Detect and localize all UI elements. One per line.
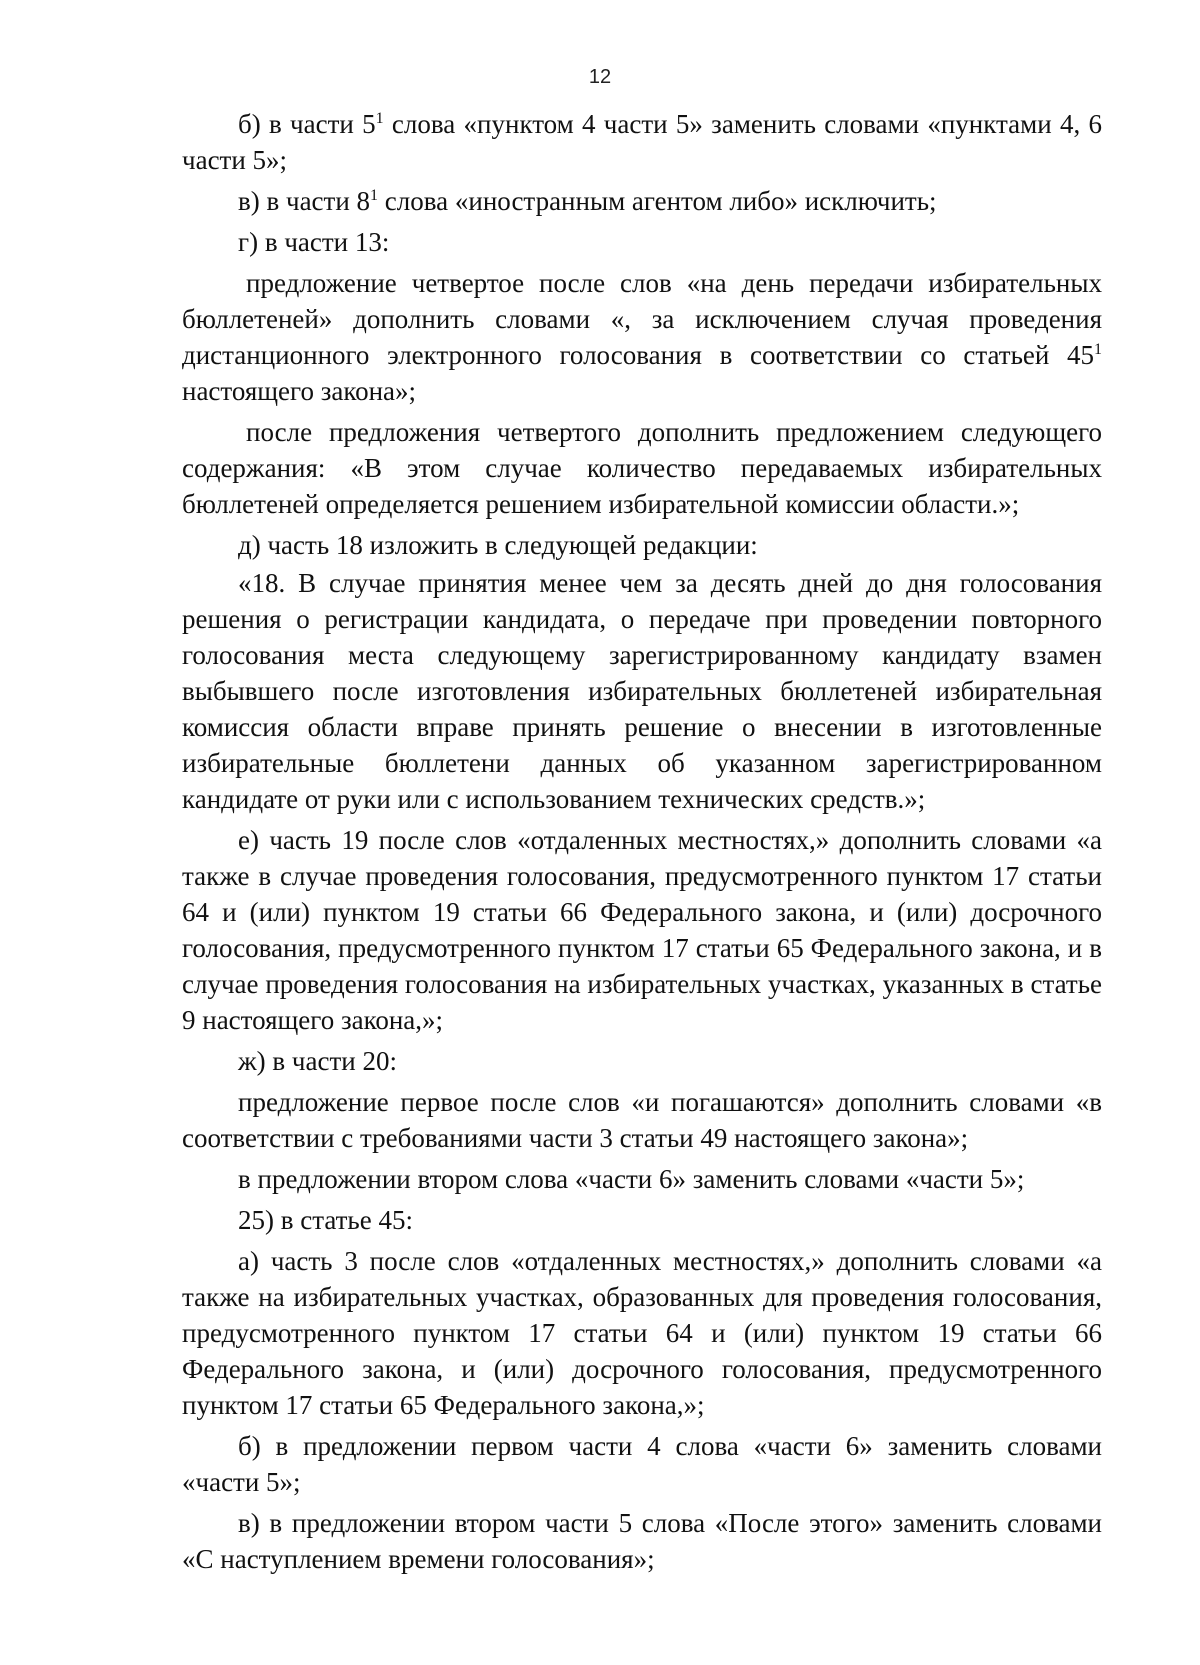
- amendment-sentence-two: в предложении втором слова «части 6» заменить словами «части 5»;: [238, 1164, 1025, 1194]
- amendment-item-zh-part-20: ж) в части 20:: [238, 1046, 397, 1076]
- amendment-sentence-four: предложение четвертое после слов «на день передачи избирательных бюллетеней» дополнить словами «, за исключением случая проведения дистанционного электронного голосования в соответствии со статьей $45^1$ настоящего закона»;: [182, 268, 1102, 406]
- amendment-after-sentence-four: после предложения четвертого дополнить предложением следующего содержания: «В этом случае количество передаваемых избирательных бюллетеней определяется решением избирательной комиссии области.»;: [182, 417, 1102, 519]
- amendment-item-v-part-8-1: в) в части $8^1$ слова «иностранным агентом либо» исключить;: [238, 186, 937, 216]
- amendment-item-b-part-4: б) в предложении первом части 4 слова «части 6» заменить словами «части 5»;: [182, 1431, 1102, 1497]
- amendment-item-a-part-3: а) часть 3 после слов «отдаленных местностях,» дополнить словами «а также на избирательных участках, образованных для проведения голосования, предусмотренного пунктом 17 статьи 64 и (или) пунктом 19 статьи 66 Федерального закона, и (или) досрочного голосования, предусмотренного пунктом 17 статьи 65 Федерального закона,»;: [182, 1246, 1102, 1420]
- amendment-item-e-part-19: е) часть 19 после слов «отдаленных местностях,» дополнить словами «а также в случае проведения голосования, предусмотренного пунктом 17 статьи 64 и (или) пунктом 19 статьи 66 Федерального закона, и (или) досрочного голосования, предусмотренного пунктом 17 статьи 65 Федерального закона, и в случае проведения голосования на избирательных участках, указанных в статье 9 настоящего закона,»;: [182, 825, 1102, 1035]
- document-body: [182, 106, 1102, 1577]
- page-number: 12: [588, 66, 612, 88]
- amendment-item-b-part-5-1: б) в части $5^1$ слова «пунктом 4 части 5» заменить словами «пунктами 4, 6 части 5»;: [182, 109, 1102, 175]
- amendment-item-g-part-13: г) в части 13:: [238, 227, 390, 257]
- superscript: 1: [370, 187, 379, 204]
- part-18-new-wording: «18. В случае принятия менее чем за десять дней до дня голосования решения о регистрации кандидата, о передаче при проведении повторного голосования места следующему зарегистрированному кандидату взамен выбывшего после изготовления избирательных бюллетеней избирательная комиссия области вправе принять решение о внесении в изготовленные избирательные бюллетени данных об указанном зарегистрированном кандидате от руки или с использованием технических средств.»;: [182, 568, 1102, 814]
- amendment-item-v-part-5: в) в предложении втором части 5 слова «После этого» заменить словами «С наступлением времени голосования»;: [182, 1508, 1102, 1574]
- amendment-item-d-part-18: д) часть 18 изложить в следующей редакции:: [238, 530, 758, 560]
- article-25-in-statute-45: 25) в статье 45:: [238, 1205, 413, 1235]
- superscript: 1: [375, 110, 384, 127]
- superscript: 1: [1094, 341, 1102, 358]
- amendment-sentence-one: предложение первое после слов «и погашаются» дополнить словами «в соответствии с требованиями части 3 статьи 49 настоящего закона»;: [182, 1087, 1102, 1153]
